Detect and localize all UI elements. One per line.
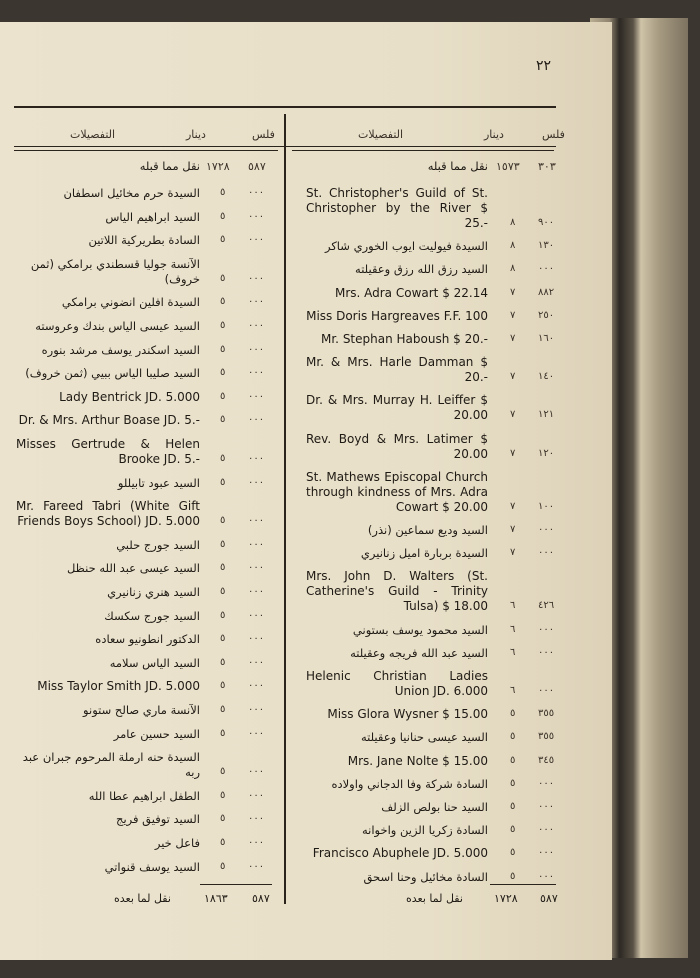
entry-fils: ٠٠٠ bbox=[248, 272, 265, 284]
entry-dinar: ٥ bbox=[220, 367, 226, 379]
entry-text: Lady Bentrick JD. 5.000 bbox=[59, 389, 200, 404]
entry-text: السيد يوسف قنواتي bbox=[104, 859, 200, 874]
entry-fils: ٠٠٠ bbox=[538, 623, 555, 635]
entry-fils: ١٠٠ bbox=[538, 500, 555, 512]
entry-text: السادة شركة وفا الدجاني واولاده bbox=[331, 776, 488, 791]
entry-text: السيدة افلين انضوني برامكي bbox=[61, 295, 200, 310]
right-header-dinar: دينار bbox=[484, 128, 504, 141]
entry-fils: ٠٠٠ bbox=[248, 234, 265, 246]
right-carried-over-label: نقل لما بعده bbox=[406, 892, 463, 905]
entry-dinar: ٥ bbox=[510, 801, 516, 812]
entry-text: الآنسة ماري صالح ستونو bbox=[83, 703, 200, 717]
entry-dinar: ٥ bbox=[220, 476, 226, 488]
right-header-details: التفصيلات bbox=[358, 128, 404, 141]
entry-dinar: ٥ bbox=[510, 824, 516, 836]
top-rule bbox=[14, 106, 556, 108]
entry-fils: ٠٠٠ bbox=[538, 824, 555, 836]
entry-text: السيد عيسى حنانيا وعقيلته bbox=[360, 730, 488, 745]
entry-fils: ٠٠٠ bbox=[248, 727, 265, 739]
entry-text: السيد وديع سماعين (نذر) bbox=[367, 523, 488, 537]
entry-fils: ٠٠٠ bbox=[248, 633, 265, 645]
entry-text: السادة مخائيل وحنا اسحق bbox=[363, 869, 488, 884]
entry-dinar: ٥ bbox=[220, 187, 226, 198]
entry-text: السيد صليبا الياس ببيي (ثمن خروف) bbox=[25, 366, 200, 381]
entry-dinar: ٨ bbox=[510, 217, 516, 228]
entry-dinar: ٧ bbox=[510, 547, 516, 559]
entry-text: السيد توفيق فريج bbox=[116, 812, 200, 827]
entry-text: السيد جورج حلبي bbox=[116, 537, 200, 552]
entry-fils: ٢٥٠ bbox=[538, 309, 555, 321]
entry-text: السيدة حنه ارملة المرحوم جبران عبد ربه bbox=[22, 750, 200, 780]
left-carried-over-label: نقل لما بعده bbox=[114, 892, 171, 905]
carried-forward-label: نقل مما قبله bbox=[427, 159, 488, 173]
entry-fils: ٠٠٠ bbox=[538, 777, 555, 789]
entry-fils: ٠٠٠ bbox=[248, 562, 265, 574]
entry-text: Misses Gertrude & Helen Brooke JD. 5.- bbox=[16, 437, 200, 466]
entry-dinar: ٧ bbox=[510, 409, 516, 421]
right-total-rule bbox=[490, 884, 556, 885]
entry-fils: ٠٠٠ bbox=[538, 263, 555, 275]
entry-fils: ٠٠٠ bbox=[248, 515, 265, 527]
entry-dinar: ٥ bbox=[220, 727, 226, 739]
entry-dinar: ٥ bbox=[220, 515, 226, 527]
carried-forward-fils: ٥٨٧ bbox=[248, 160, 266, 173]
entry-fils: ٣٥٥ bbox=[538, 731, 555, 743]
entry-dinar: ٨ bbox=[510, 263, 516, 275]
entry-dinar: ٨ bbox=[510, 240, 516, 252]
entry-text: السيد حسين عامر bbox=[113, 726, 200, 741]
entry-text: السيد محمود يوسف بستوني bbox=[352, 622, 488, 637]
entry-text: Dr. & Mrs. Arthur Boase JD. 5.- bbox=[18, 413, 200, 428]
entry-dinar: ٥ bbox=[220, 562, 226, 574]
carried-forward-fils: ٣٠٣ bbox=[538, 160, 556, 173]
entry-dinar: ٥ bbox=[220, 538, 226, 550]
entry-dinar: ٧ bbox=[510, 309, 516, 321]
entry-text: السيد ابراهيم الياس bbox=[105, 209, 200, 224]
left-carried-over-dinar: ١٨٦٣ bbox=[204, 892, 228, 905]
entry-dinar: ٥ bbox=[220, 320, 226, 331]
entry-text: السيد اسكندر يوسف مرشد بنوره bbox=[41, 342, 200, 357]
entry-text: السيد عيسى عبد الله حنظل bbox=[66, 561, 200, 576]
entry-fils: ٠٠٠ bbox=[248, 680, 265, 692]
entry-dinar: ٦ bbox=[510, 685, 516, 696]
entry-fils: ٠٠٠ bbox=[248, 367, 265, 379]
entry-fils: ١٢٠ bbox=[538, 447, 555, 459]
entry-fils: ٠٠٠ bbox=[248, 586, 265, 597]
entry-fils: ٠٠٠ bbox=[248, 837, 265, 848]
entry-fils: ٠٠٠ bbox=[248, 343, 265, 355]
entry-fils: ٠٠٠ bbox=[538, 870, 555, 882]
entry-text: Francisco Abuphele JD. 5.000 bbox=[312, 846, 488, 861]
entry-fils: ٠٠٠ bbox=[248, 813, 265, 825]
entry-dinar: ٥ bbox=[510, 847, 516, 859]
right-header-fils: فلس bbox=[542, 128, 565, 141]
entry-fils: ٨٨٢ bbox=[538, 286, 555, 298]
right-carried-over-fils: ٥٨٧ bbox=[540, 892, 558, 905]
left-total-rule bbox=[200, 884, 272, 885]
entry-dinar: ٧ bbox=[510, 524, 516, 535]
right-carried-over-dinar: ١٧٢٨ bbox=[494, 892, 518, 905]
entry-dinar: ٥ bbox=[510, 754, 516, 766]
entry-text: Helenic Christian Ladies Union JD. 6.000 bbox=[306, 669, 488, 698]
entry-fils: ٠٠٠ bbox=[248, 453, 265, 464]
entry-text: Miss Glora Wysner $ 15.00 bbox=[327, 707, 488, 722]
entry-text: Mr. Fareed Tabri (White Gift Friends Boys School) JD. 5.000 bbox=[16, 499, 200, 529]
entry-fils: ٠٠٠ bbox=[248, 860, 265, 872]
entry-fils: ٠٠٠ bbox=[248, 704, 265, 715]
entry-text: السادة زكريا الزين واخوانه bbox=[361, 823, 488, 838]
entry-text: Dr. & Mrs. Murray H. Leiffer $ 20.00 bbox=[306, 393, 488, 423]
entry-text: Mrs. John D. Walters (St. Catherine's Guild - Trinity Tulsa) $ 18.00 bbox=[306, 569, 488, 614]
entry-fils: ١٦٠ bbox=[538, 333, 555, 344]
left-header-dinar: دينار bbox=[186, 128, 206, 141]
entry-text: Mrs. Jane Nolte $ 15.00 bbox=[347, 753, 488, 768]
left-header-fils: فلس bbox=[252, 128, 275, 141]
entry-fils: ٠٠٠ bbox=[538, 801, 555, 812]
right-header-underline bbox=[292, 150, 554, 151]
entry-text: السيد رزق الله رزق وعقيلته bbox=[355, 262, 488, 277]
entry-text: Miss Doris Hargreaves F.F. 100 bbox=[306, 308, 488, 323]
entry-dinar: ٧ bbox=[510, 447, 516, 459]
entry-text: Mrs. Adra Cowart $ 22.14 bbox=[334, 285, 488, 300]
entry-dinar: ٥ bbox=[220, 789, 226, 801]
entry-fils: ٠٠٠ bbox=[248, 187, 265, 198]
entry-text: السيدة حرم مخائيل اسطفان bbox=[63, 186, 200, 200]
entry-text: السيد الياس سلامه bbox=[109, 655, 200, 670]
entry-text: Miss Taylor Smith JD. 5.000 bbox=[37, 679, 200, 694]
left-header-details: التفصيلات bbox=[70, 128, 116, 141]
entry-dinar: ٧ bbox=[510, 333, 516, 344]
entry-fils: ٠٠٠ bbox=[538, 685, 555, 696]
left-carried-over-fils: ٥٨٧ bbox=[252, 892, 270, 905]
entry-text: Rev. Boyd & Mrs. Latimer $ 20.00 bbox=[306, 431, 488, 461]
entry-fils: ٩٠٠ bbox=[538, 217, 555, 228]
entry-text: السيد عيسى الياس بندك وعروسته bbox=[35, 319, 200, 333]
entry-fils: ٠٠٠ bbox=[538, 646, 555, 658]
entry-dinar: ٥ bbox=[220, 656, 226, 668]
entry-fils: ١٤٠ bbox=[538, 371, 555, 383]
entry-text: فاعل خير bbox=[154, 836, 200, 850]
entry-fils: ١٣٠ bbox=[538, 240, 555, 252]
entry-dinar: ٥ bbox=[510, 870, 516, 882]
entry-dinar: ٧ bbox=[510, 371, 516, 383]
entry-text: St. Mathews Episcopal Church through kindness of Mrs. Adra Cowart $ 20.00 bbox=[306, 469, 488, 514]
entry-dinar: ٥ bbox=[220, 390, 226, 402]
entry-text: St. Christopher's Guild of St. Christopher by the River $ 25.- bbox=[306, 186, 488, 230]
entry-dinar: ٥ bbox=[220, 680, 226, 692]
entry-dinar: ٥ bbox=[220, 837, 226, 848]
entry-dinar: ٥ bbox=[220, 453, 226, 464]
carried-forward-dinar: ١٥٧٣ bbox=[496, 160, 520, 173]
entry-text: السيد حنا بولص الزلف bbox=[381, 800, 488, 814]
entry-fils: ٠٠٠ bbox=[248, 414, 265, 426]
carried-forward-dinar: ١٧٢٨ bbox=[206, 160, 230, 173]
entry-text: السيدة فيوليت ايوب الخوري شاكر bbox=[324, 239, 488, 254]
entry-dinar: ٦ bbox=[510, 600, 516, 612]
entry-fils: ٣٥٥ bbox=[538, 708, 555, 720]
entry-fils: ٠٠٠ bbox=[538, 547, 555, 559]
entry-dinar: ٥ bbox=[220, 296, 226, 308]
entry-text: الآنسة جوليا قسطندي برامكي (ثمن خروف) bbox=[30, 256, 200, 286]
entry-fils: ٣٤٥ bbox=[538, 754, 555, 766]
entry-text: السيدة بربارة اميل زنانيري bbox=[360, 546, 488, 561]
entry-fils: ٠٠٠ bbox=[248, 476, 265, 488]
entry-text: السيد جورج سكسك bbox=[104, 608, 200, 623]
entry-dinar: ٥ bbox=[510, 731, 516, 743]
entry-fils: ٠٠٠ bbox=[248, 538, 265, 550]
entry-text: السادة بطريركية اللاتين bbox=[88, 233, 200, 248]
left-header-underline bbox=[14, 150, 278, 151]
entry-dinar: ٥ bbox=[220, 766, 226, 778]
entry-dinar: ٥ bbox=[510, 708, 516, 720]
entry-text: السيد عبود تابيللو bbox=[117, 475, 200, 490]
entry-dinar: ٥ bbox=[220, 234, 226, 246]
entry-dinar: ٥ bbox=[220, 813, 226, 825]
entry-text: السيد عبد الله فريجه وعقيلته bbox=[350, 645, 488, 660]
entry-fils: ٠٠٠ bbox=[248, 210, 265, 222]
entry-dinar: ٥ bbox=[220, 272, 226, 284]
entry-fils: ٠٠٠ bbox=[248, 320, 265, 331]
entry-text: الطفل ابراهيم عطا الله bbox=[88, 788, 200, 803]
entry-fils: ٠٠٠ bbox=[248, 789, 265, 801]
entry-dinar: ٥ bbox=[220, 633, 226, 645]
carried-forward-label: نقل مما قبله bbox=[139, 159, 200, 173]
entry-dinar: ٥ bbox=[220, 704, 226, 715]
entry-text: الدكتور انطونيو سعاده bbox=[95, 632, 200, 647]
entry-fils: ٤٢٦ bbox=[538, 600, 555, 612]
page-number: ٢٢ bbox=[536, 58, 552, 74]
entry-dinar: ٥ bbox=[220, 586, 226, 597]
entry-dinar: ٥ bbox=[220, 414, 226, 426]
entry-dinar: ٧ bbox=[510, 500, 516, 512]
entry-dinar: ٥ bbox=[220, 343, 226, 355]
entry-fils: ٠٠٠ bbox=[248, 656, 265, 668]
entry-dinar: ٦ bbox=[510, 646, 516, 658]
entry-text: Mr. Stephan Haboush $ 20.- bbox=[321, 332, 488, 346]
entry-dinar: ٦ bbox=[510, 623, 516, 635]
entry-fils: ٠٠٠ bbox=[248, 390, 265, 402]
entry-dinar: ٥ bbox=[220, 609, 226, 621]
entry-text: السيد هنري زنانيري bbox=[107, 585, 200, 599]
entry-fils: ٠٠٠ bbox=[248, 296, 265, 308]
entry-dinar: ٧ bbox=[510, 286, 516, 298]
entry-fils: ١٢١ bbox=[538, 409, 555, 421]
entry-text: Mr. & Mrs. Harle Damman $ 20.- bbox=[306, 355, 488, 385]
entry-fils: ٠٠٠ bbox=[538, 847, 555, 859]
column-divider bbox=[284, 114, 286, 904]
entry-dinar: ٥ bbox=[220, 210, 226, 222]
entry-fils: ٠٠٠ bbox=[248, 609, 265, 621]
entry-dinar: ٥ bbox=[510, 777, 516, 789]
entry-dinar: ٥ bbox=[220, 860, 226, 872]
entry-fils: ٠٠٠ bbox=[538, 524, 555, 535]
entry-fils: ٠٠٠ bbox=[248, 766, 265, 778]
